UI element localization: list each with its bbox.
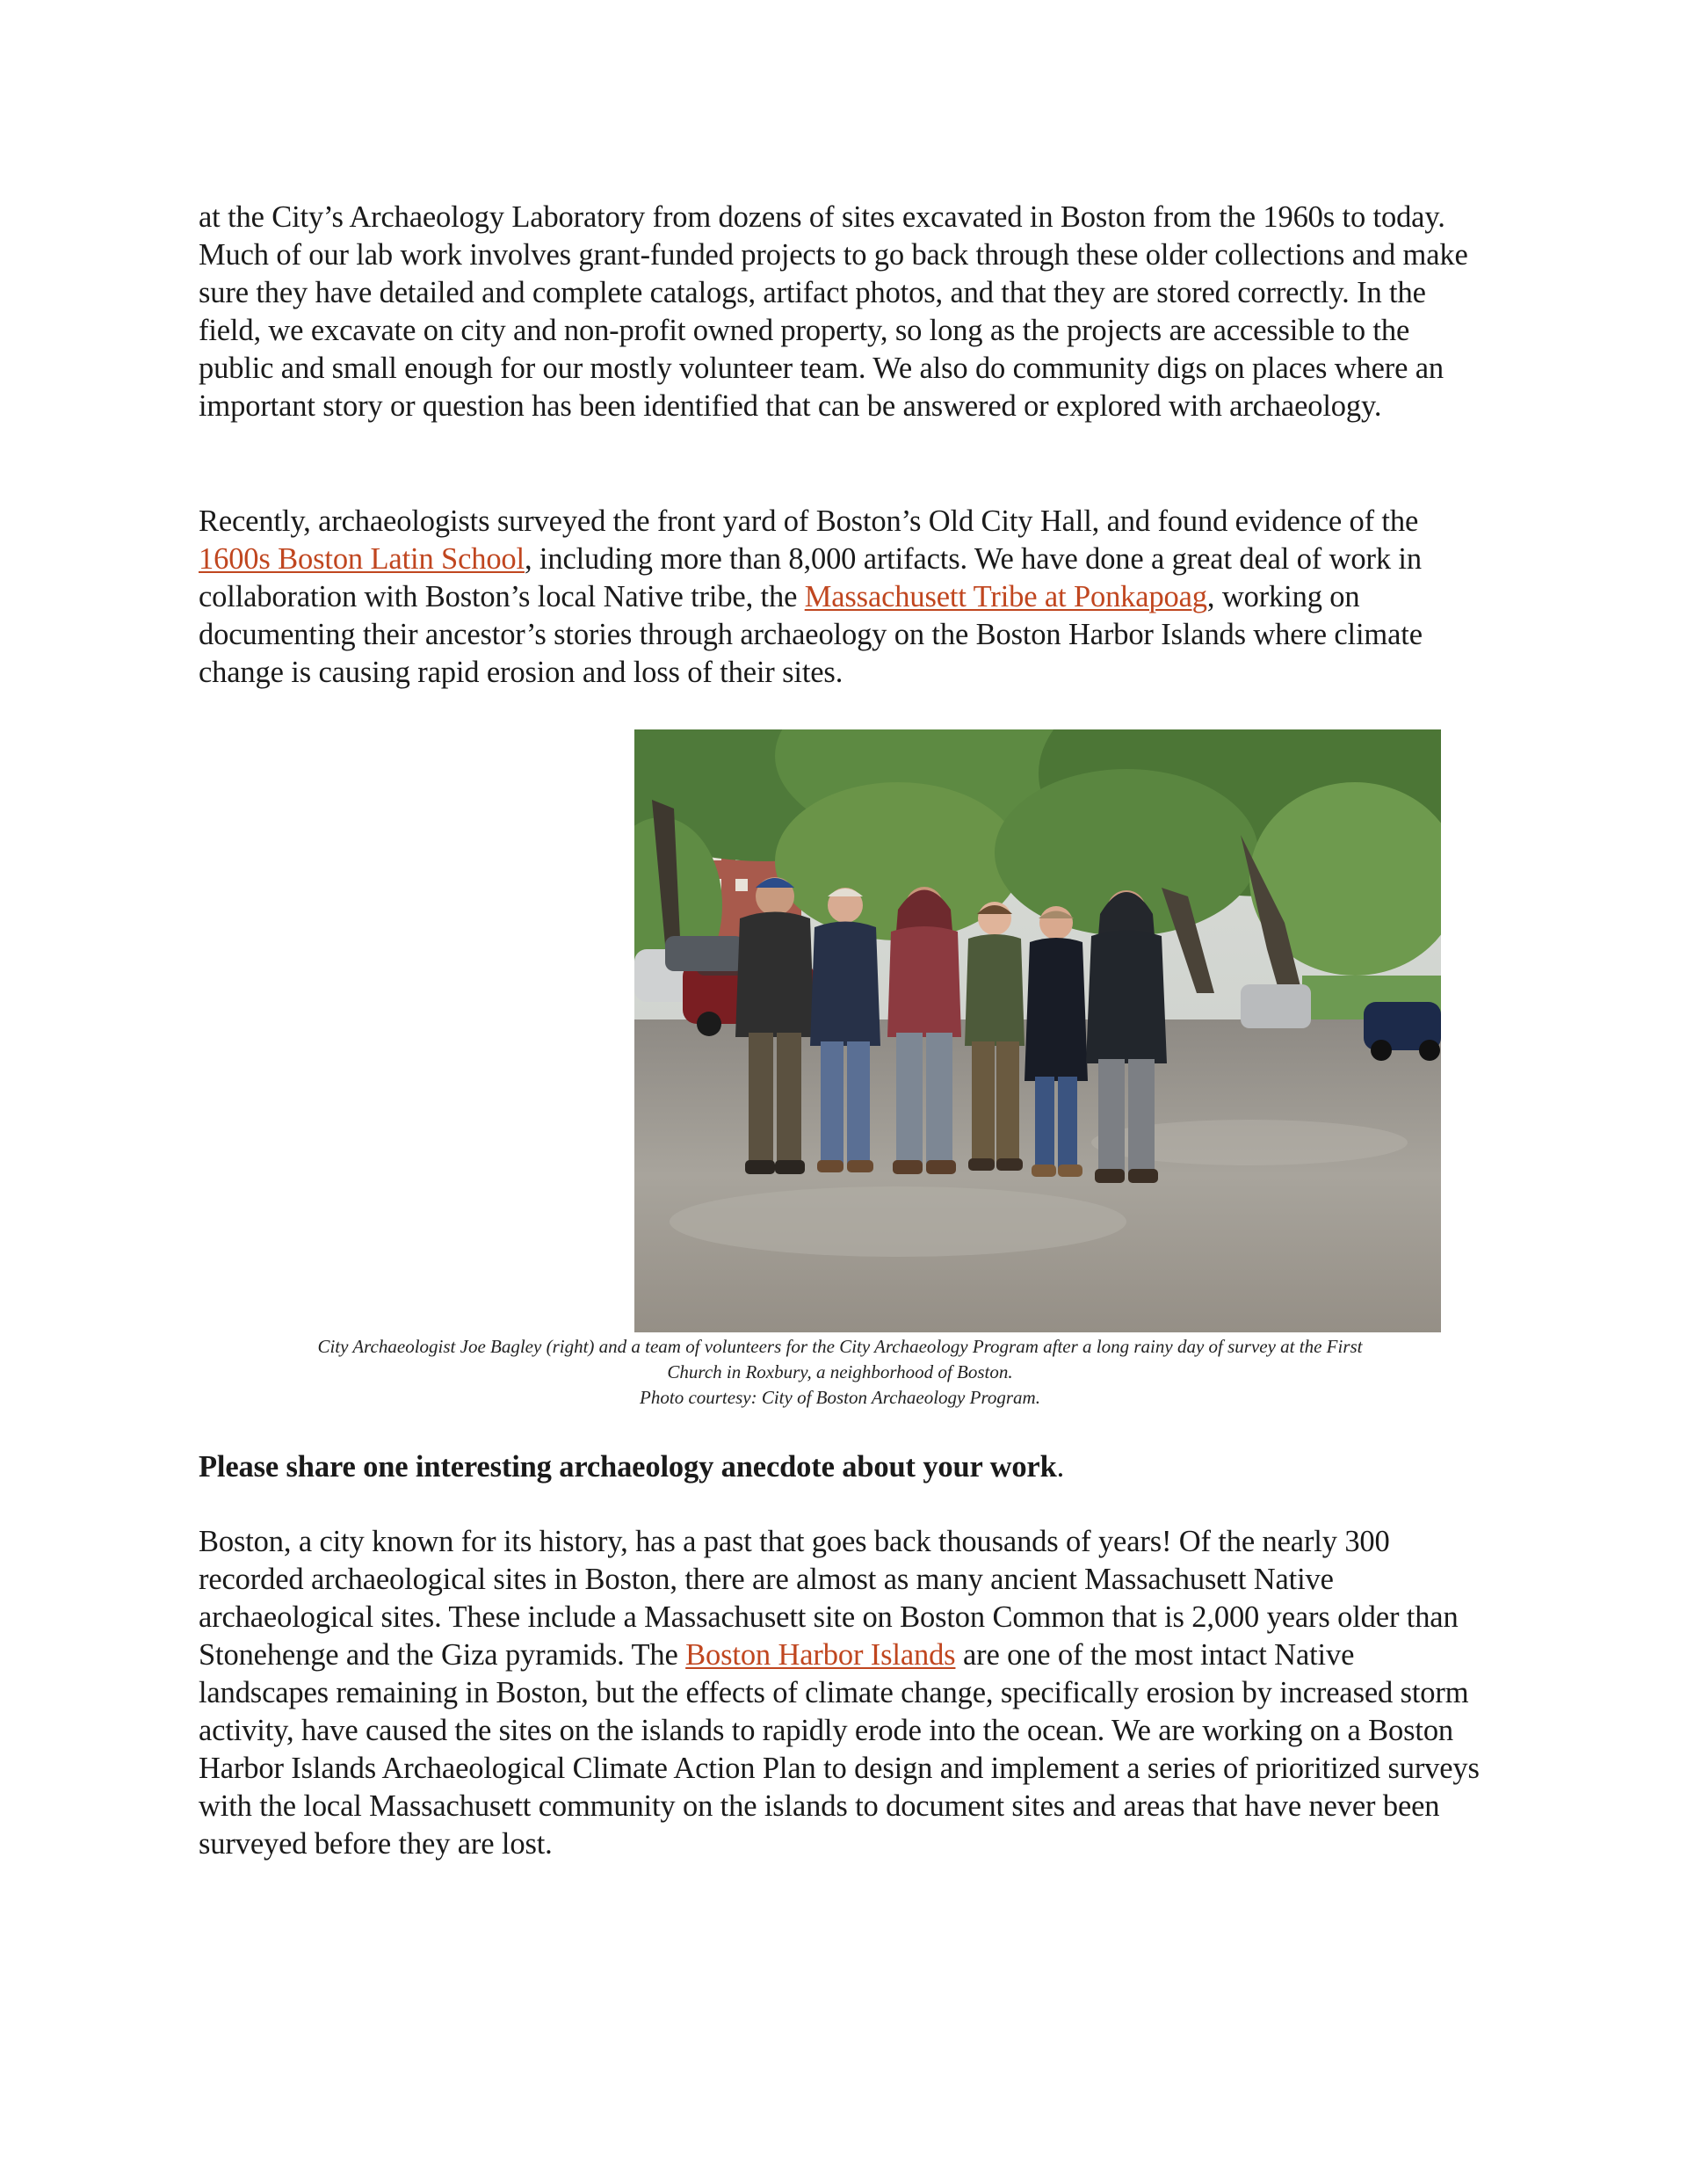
- paragraph-text: , working on documenting their ancestor’s stories through archaeology on the Boston Harbor Islands where climate change is causing rapid erosion and loss of their sites.: [199, 580, 1423, 689]
- caption-line: Church in Roxbury, a neighborhood of Boston.: [667, 1361, 1013, 1382]
- section-heading-text: Please share one interesting archaeology anecdote about your work: [199, 1450, 1057, 1484]
- caption-credit: Photo courtesy: City of Boston Archaeology Program.: [640, 1387, 1040, 1408]
- massachusett-tribe-link[interactable]: Massachusett Tribe at Ponkapoag: [804, 580, 1207, 613]
- body-paragraph-recent-work: [199, 503, 1490, 692]
- harbor-islands-link[interactable]: Boston Harbor Islands: [685, 1638, 956, 1672]
- paragraph-text: Recently, archaeologists surveyed the front yard of Boston’s Old City Hall, and found evidence of the: [199, 504, 1419, 538]
- paragraph-text: Boston, a city known for its history, has a past that goes back thousands of years! Of the nearly 300 recorded archaeological sites in Boston, there are almost as many ancient Massachusett Native archaeological sites. These include a Massachusett site on Boston Common that is 2,000 years older than Stonehenge and the Giza pyramids. The: [199, 1525, 1459, 1672]
- paragraph-text: are one of the most intact Native landscapes remaining in Boston, but the effects of climate change, specifically erosion by increased storm activity, have caused the sites on the islands to rapidly erode into the ocean. We are working on a Boston Harbor Islands Archaeological Climate Action Plan to design and implement a series of prioritized surveys with the local Massachusett community on the islands to document sites and areas that have never been surveyed before they are lost.: [199, 1638, 1480, 1861]
- body-paragraph-lab-work: at the City’s Archaeology Laboratory from dozens of sites excavated in Boston from the 1960s to today. Much of our lab work involves grant-funded projects to go back through these older collections and make sure they have detailed and complete catalogs, artifact photos, and that they are stored correctly. In the field, we excavate on city and non-profit owned property, so long as the projects are accessible to the public and small enough for our mostly volunteer team. We also do community digs on places where an important story or question has been identified that can be answered or explored with archaeology.: [199, 200, 1468, 423]
- latin-school-link[interactable]: 1600s Boston Latin School: [199, 542, 525, 576]
- team-photo: [634, 729, 1441, 1332]
- photo-caption: [199, 1334, 1481, 1411]
- section-heading: [199, 1448, 1490, 1486]
- paragraph-text: , including more than 8,000 artifacts. We have done a great deal of work in collaboration with Boston’s local Native tribe, the: [199, 542, 1422, 613]
- section-heading-period: .: [1056, 1450, 1065, 1484]
- body-paragraph-anecdote: [199, 1523, 1490, 1863]
- caption-line: City Archaeologist Joe Bagley (right) and a team of volunteers for the City Archaeology Program after a long rainy day of survey at the First: [317, 1336, 1363, 1357]
